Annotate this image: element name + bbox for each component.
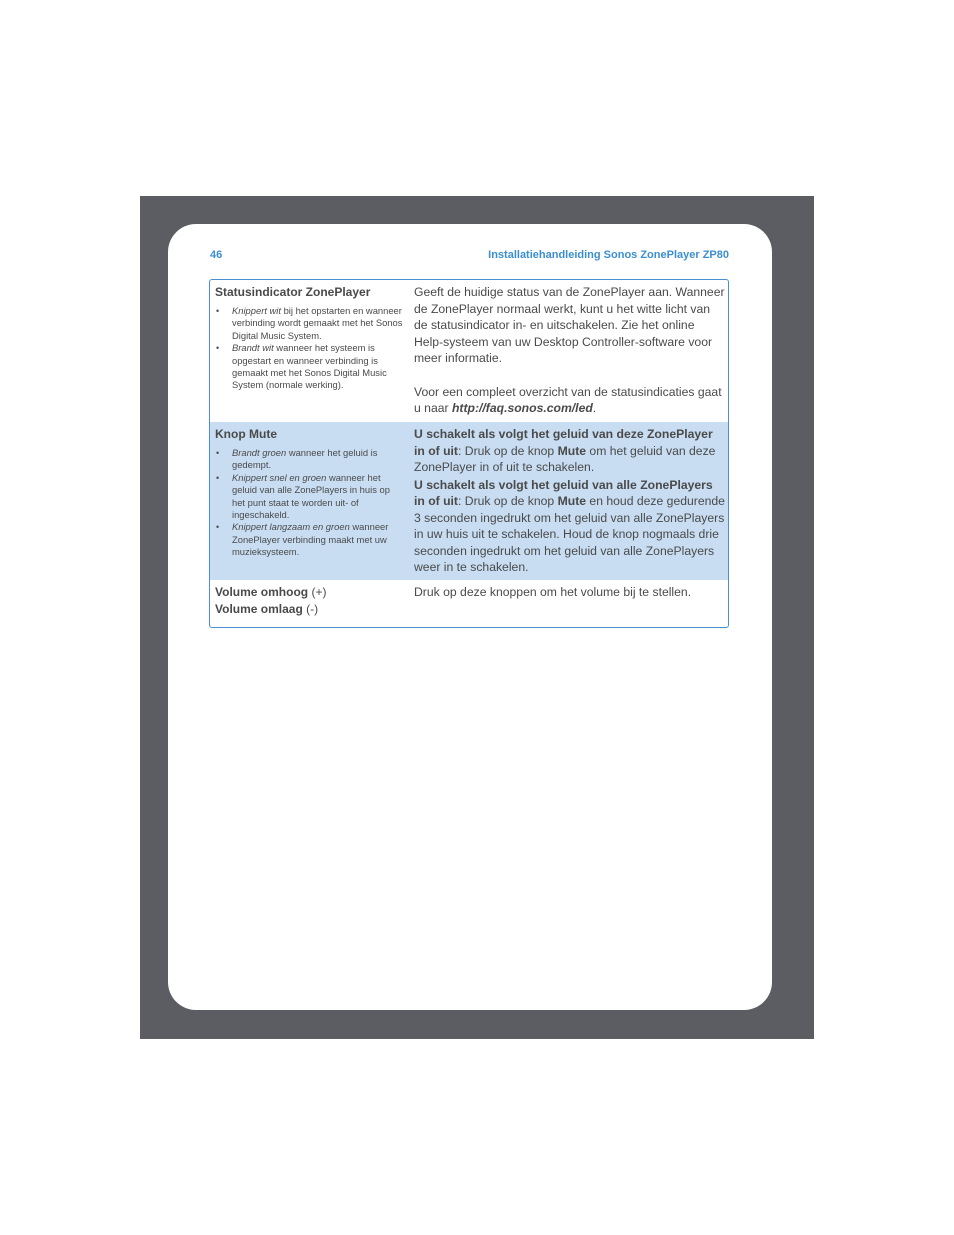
list-item: • Brandt wit wanneer het systeem is opgestart en wanneer verbinding is gemaakt met het Sonos Digital Music System (normale werking). — [216, 342, 387, 391]
status-feature-title: Statusindicator ZonePlayer — [215, 285, 371, 299]
bullet-icon: • — [216, 448, 220, 458]
status-description-cell — [414, 284, 726, 417]
volume-feature-cell — [215, 584, 405, 618]
list-item: • Brandt groen wanneer het geluid is gedempt. — [216, 447, 378, 471]
list-item: • Knippert snel en groen wanneer het geluid van alle ZonePlayers in huis op het punt staat te worden uit- of ingeschakeld. — [216, 471, 390, 521]
page-number: 46 — [210, 249, 223, 261]
feature-table — [209, 279, 729, 628]
mute-description-cell — [414, 426, 726, 576]
list-item: • Knippert langzaam en groen wanneer ZonePlayer verbinding maakt met uw muzieksysteem. — [216, 521, 389, 558]
mute-bullet-list — [215, 447, 405, 559]
list-item: • Knippert wit bij het opstarten en wanneer verbinding wordt gemaakt met het Sonos Digital Music System. — [216, 305, 403, 341]
bullet-icon: • — [216, 343, 220, 354]
status-description: Geeft de huidige status van de ZonePlayer aan. Wanneer de ZonePlayer normaal werkt, kunt u het witte licht van de statusindicator in- en uitschakelen. Zie het online Help-systeem van uw Desktop Controller-software voor meer informatie. — [414, 285, 725, 365]
status-bullet-list — [215, 305, 405, 392]
volume-description: Druk op deze knoppen om het volume bij te stellen. — [414, 585, 692, 599]
running-title: Installatiehandleiding Sonos ZonePlayer ZP80 — [488, 249, 729, 261]
mute-all-instructions: U schakelt als volgt het geluid van alle ZonePlayers in of uit: Druk op de knop Mute en houd deze gedurende 3 seconden ingedrukt om het geluid van alle ZonePlayers in uw huis uit te schakelen. Houd de knop nogmaals drie seconden ingedrukt om het geluid van alle ZonePlayers weer in te schakelen. — [414, 477, 725, 574]
bullet-icon: • — [216, 306, 220, 316]
bullet-icon: • — [216, 522, 220, 533]
volume-down-label: Volume omlaag (-) — [215, 602, 319, 616]
volume-up-label: Volume omhoog (+) — [215, 585, 327, 599]
bullet-icon: • — [216, 472, 220, 483]
status-feature-cell — [215, 284, 405, 392]
status-link-paragraph: Voor een compleet overzicht van de statusindicaties gaat u naar http://faq.sonos.com/led. — [414, 384, 722, 415]
mute-feature-cell — [215, 426, 405, 559]
faq-link[interactable]: http://faq.sonos.com/led — [451, 401, 593, 415]
table-row-status — [210, 280, 728, 422]
table-row-volume — [210, 580, 728, 628]
table-row-mute — [210, 422, 728, 580]
mute-feature-title: Knop Mute — [215, 427, 277, 441]
mute-single-instructions: U schakelt als volgt het geluid van deze ZonePlayer in of uit: Druk op de knop Mute om het geluid van deze ZonePlayer in of uit te schakelen. — [414, 427, 716, 474]
volume-description-cell — [414, 584, 726, 601]
